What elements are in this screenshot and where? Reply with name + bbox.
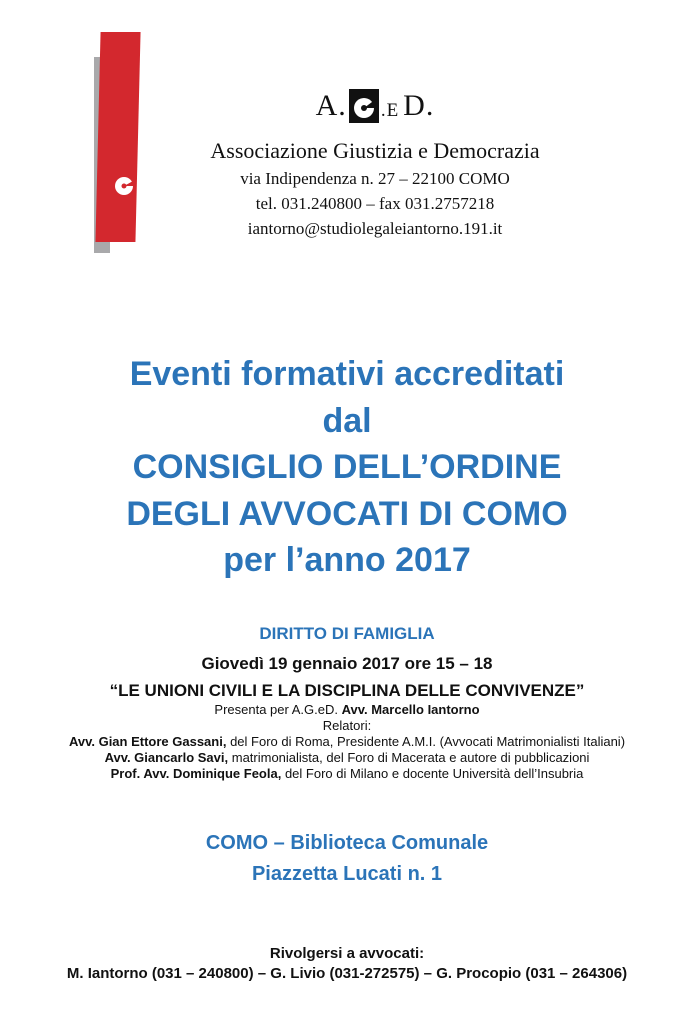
page-title [0,351,694,584]
venue-line-2: Piazzetta Lucati n. 1 [251,863,443,885]
presenter: Presenta per A.G.eD. Avv. Marcello Iantorno [214,702,480,717]
logo-wordmark [150,84,600,128]
letterhead [150,84,600,241]
presenter-name: Avv. Marcello Iantorno [341,702,480,717]
aged-logo-icon [349,89,379,123]
venue [0,828,694,890]
logo-letter-a: A. [315,89,347,122]
contact-footer [0,944,694,984]
event-details [0,622,694,782]
title-line-5: per l’anno 2017 [223,541,471,579]
speaker-1: Avv. Gian Ettore Gassani, del Foro di Roma, Presidente A.M.I. (Avvocati Matrimonialisti Italiani) [68,734,626,749]
logo-letter-e: .E [380,100,400,121]
email: iantorno@studiolegaleiantorno.191.it [247,219,503,238]
title-line-3: CONSIGLIO DELL’ORDINE [132,448,562,486]
venue-line-1: COMO – Biblioteca Comunale [205,832,489,854]
event-subject: DIRITTO DI FAMIGLIA [259,624,435,643]
contact-phones: M. Iantorno (031 – 240800) – G. Livio (031-272575) – G. Procopio (031 – 264306) [66,965,628,982]
aged-symbol-icon [113,175,135,197]
logo-red-bar [95,32,140,242]
event-title: “LE UNIONI CIVILI E LA DISCIPLINA DELLE CONVIVENZE” [109,681,585,700]
speakers-label: Relatori: [322,718,372,733]
address: via Indipendenza n. 27 – 22100 COMO [240,169,510,188]
speaker-2: Avv. Giancarlo Savi, matrimonialista, del Foro di Macerata e autore di pubblicazioni [104,750,590,765]
title-line-4: DEGLI AVVOCATI DI COMO [126,494,568,533]
contact-label: Rivolgersi a avvocati: [269,945,425,962]
phone-fax: tel. 031.240800 – fax 031.2757218 [255,194,495,213]
title-line-1: Eventi formativi accreditati [129,355,565,393]
title-line-2: dal [322,401,372,440]
association-name: Associazione Giustizia e Democrazia [210,138,540,163]
event-date: Giovedì 19 gennaio 2017 ore 15 – 18 [201,654,493,673]
logo-letter-d: D. [403,89,435,122]
speaker-3: Prof. Avv. Dominique Feola, del Foro di Milano e docente Università dell’Insubria [110,766,584,781]
